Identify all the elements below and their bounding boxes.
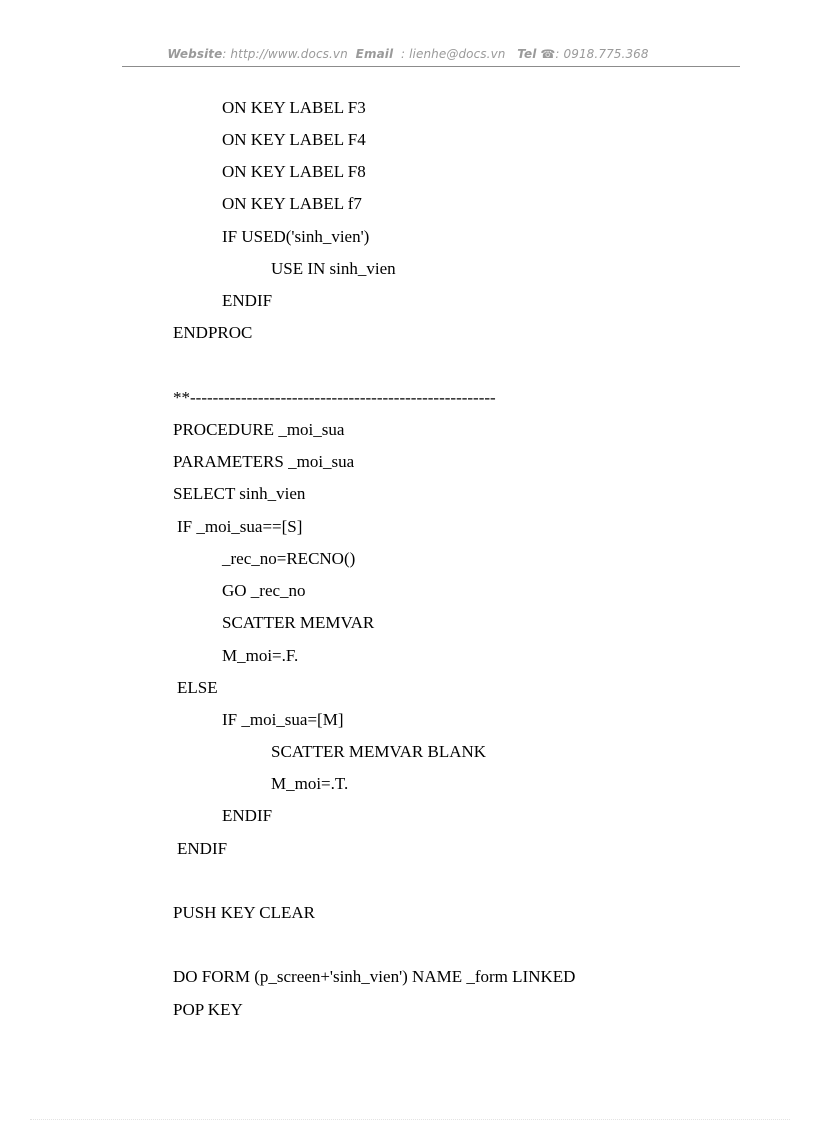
tel-label: Tel bbox=[517, 47, 537, 61]
code-line: USE IN sinh_vien bbox=[271, 259, 396, 278]
website-label: Website bbox=[167, 47, 223, 61]
code-line: PUSH KEY CLEAR bbox=[173, 903, 315, 922]
phone-icon: ☎ bbox=[540, 47, 556, 61]
code-line: SELECT sinh_vien bbox=[173, 484, 306, 503]
code-line: SCATTER MEMVAR BLANK bbox=[271, 742, 487, 761]
code-line: **------------------------------------------------------ bbox=[173, 388, 496, 407]
code-line: ENDIF bbox=[222, 291, 273, 310]
code-line: IF _moi_sua==[S] bbox=[177, 517, 303, 536]
code-line: ENDIF bbox=[222, 806, 273, 825]
email-value: : lienhe@docs.vn bbox=[401, 47, 506, 61]
code-line: ELSE bbox=[177, 678, 218, 697]
code-line: ON KEY LABEL F4 bbox=[222, 130, 366, 149]
code-line: _rec_no=RECNO() bbox=[222, 549, 356, 568]
code-line: PARAMETERS _moi_sua bbox=[173, 452, 355, 471]
code-line: GO _rec_no bbox=[222, 581, 306, 600]
code-line: POP KEY bbox=[173, 1000, 243, 1019]
page-bottom-border bbox=[30, 1119, 790, 1120]
code-line: PROCEDURE _moi_sua bbox=[173, 420, 345, 439]
code-line: ENDPROC bbox=[173, 323, 253, 342]
code-line: M_moi=.F. bbox=[222, 646, 299, 665]
code-line: IF USED('sinh_vien') bbox=[222, 227, 370, 246]
code-line: DO FORM (p_screen+'sinh_vien') NAME _form LINKED bbox=[173, 967, 576, 986]
code-line: ENDIF bbox=[177, 839, 228, 858]
code-line: M_moi=.T. bbox=[271, 774, 349, 793]
code-line: SCATTER MEMVAR bbox=[222, 613, 375, 632]
code-line: ON KEY LABEL f7 bbox=[222, 194, 362, 213]
email-label: Email bbox=[355, 47, 394, 61]
website-value: : http://www.docs.vn bbox=[222, 47, 348, 61]
code-line: IF _moi_sua=[M] bbox=[222, 710, 344, 729]
code-line: ON KEY LABEL F3 bbox=[222, 98, 366, 117]
tel-value: : 0918.775.368 bbox=[555, 47, 649, 61]
code-line: ON KEY LABEL F8 bbox=[222, 162, 366, 181]
